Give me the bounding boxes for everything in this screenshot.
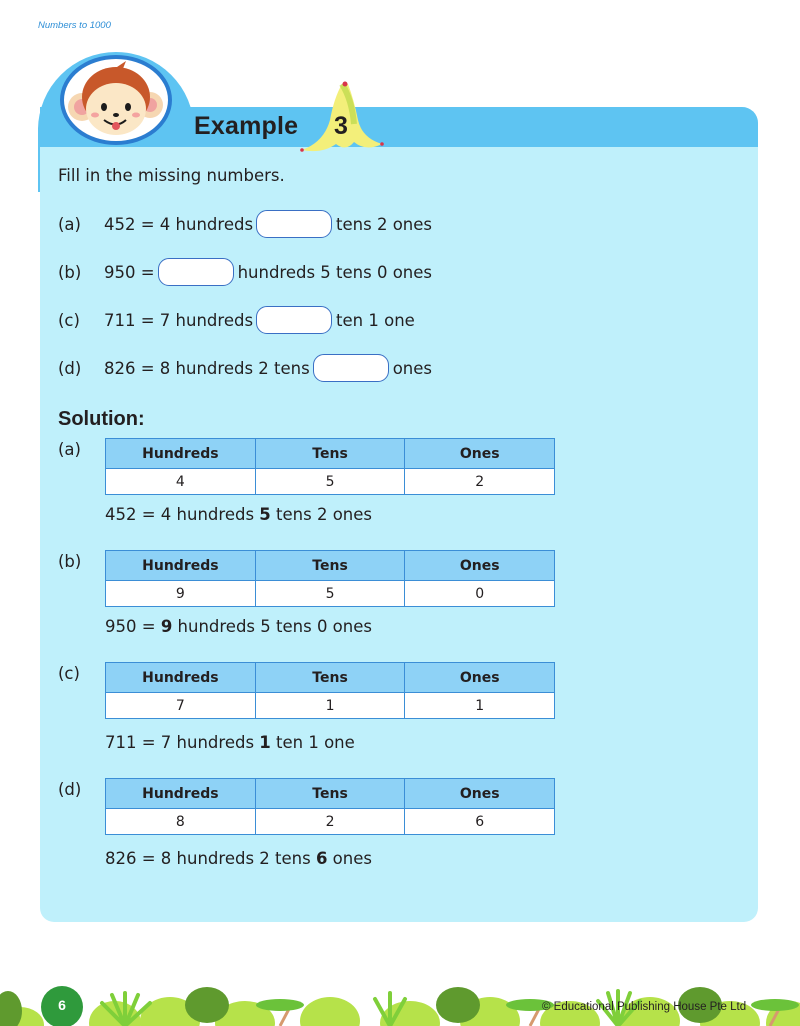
question-text-before: 452 = 4 hundreds	[104, 214, 254, 234]
column-header-hundreds: Hundreds	[106, 439, 256, 469]
column-header-ones: Ones	[405, 779, 555, 809]
sentence-answer: 6	[315, 849, 328, 868]
sentence-text: ten 1 one	[270, 733, 355, 752]
question-a	[58, 209, 432, 239]
sentence-text: 950 =	[105, 617, 161, 636]
page-number-badge: 6	[41, 986, 83, 1026]
question-text-after: ten 1 one	[336, 310, 415, 330]
answer-box[interactable]	[313, 354, 389, 382]
question-text-after: ones	[392, 358, 433, 378]
sentence-text: 711 = 7 hundreds	[105, 733, 260, 752]
sentence-text: 452 = 4 hundreds	[105, 505, 260, 524]
column-header-tens: Tens	[255, 551, 405, 581]
question-text-after: hundreds 5 tens 0 ones	[237, 262, 433, 282]
solution-label: (c)	[58, 664, 80, 683]
solution-sentence	[105, 505, 372, 524]
column-header-ones: Ones	[405, 551, 555, 581]
instruction-text: Fill in the missing numbers.	[58, 166, 285, 185]
column-header-hundreds: Hundreds	[106, 663, 256, 693]
running-head: Numbers to 1000	[38, 20, 111, 31]
example-number: 3	[334, 112, 348, 140]
cell-ones: 0	[405, 581, 555, 607]
column-header-hundreds: Hundreds	[106, 551, 256, 581]
cell-ones: 6	[405, 809, 555, 835]
column-header-tens: Tens	[255, 439, 405, 469]
cell-hundreds: 4	[106, 469, 256, 495]
column-header-tens: Tens	[255, 779, 405, 809]
question-text-before: 950 =	[104, 262, 155, 282]
solution-sentence	[105, 617, 372, 636]
cell-ones: 1	[405, 693, 555, 719]
question-text-before: 826 = 8 hundreds 2 tens	[104, 358, 310, 378]
column-header-ones: Ones	[405, 439, 555, 469]
cell-tens: 2	[255, 809, 405, 835]
question-label: (c)	[58, 310, 80, 330]
place-value-table	[105, 550, 555, 607]
place-value-table	[105, 438, 555, 495]
question-b	[58, 257, 432, 287]
monkey-icon	[60, 55, 172, 145]
question-label: (d)	[58, 358, 82, 378]
column-header-tens: Tens	[255, 663, 405, 693]
copyright-notice: © Educational Publishing House Pte Ltd	[542, 1001, 747, 1013]
cell-tens: 5	[255, 581, 405, 607]
question-d	[58, 353, 432, 383]
sentence-text: hundreds 5 tens 0 ones	[172, 617, 372, 636]
cell-tens: 1	[255, 693, 405, 719]
solution-label: (b)	[58, 552, 82, 571]
solution-sentence	[105, 849, 372, 868]
question-text-before: 711 = 7 hundreds	[104, 310, 254, 330]
answer-box[interactable]	[256, 210, 332, 238]
sentence-text: ones	[327, 849, 372, 868]
answer-box[interactable]	[158, 258, 234, 286]
question-text-after: tens 2 ones	[336, 214, 433, 234]
example-title: Example	[194, 112, 299, 140]
question-label: (b)	[58, 262, 82, 282]
sentence-answer: 9	[160, 617, 173, 636]
sentence-answer: 1	[259, 733, 271, 752]
sentence-answer: 5	[259, 505, 271, 524]
column-header-ones: Ones	[405, 663, 555, 693]
cell-hundreds: 9	[106, 581, 256, 607]
place-value-table	[105, 778, 555, 835]
sentence-text: tens 2 ones	[270, 505, 372, 524]
cell-hundreds: 7	[106, 693, 256, 719]
solution-heading: Solution:	[58, 408, 145, 430]
column-header-hundreds: Hundreds	[106, 779, 256, 809]
cell-tens: 5	[255, 469, 405, 495]
cell-ones: 2	[405, 469, 555, 495]
cell-hundreds: 8	[106, 809, 256, 835]
question-c	[58, 305, 415, 335]
solution-label: (a)	[58, 440, 81, 459]
question-label: (a)	[58, 214, 81, 234]
solution-label: (d)	[58, 780, 82, 799]
place-value-table	[105, 662, 555, 719]
sentence-text: 826 = 8 hundreds 2 tens	[105, 849, 316, 868]
answer-box[interactable]	[256, 306, 332, 334]
solution-sentence	[105, 733, 355, 752]
